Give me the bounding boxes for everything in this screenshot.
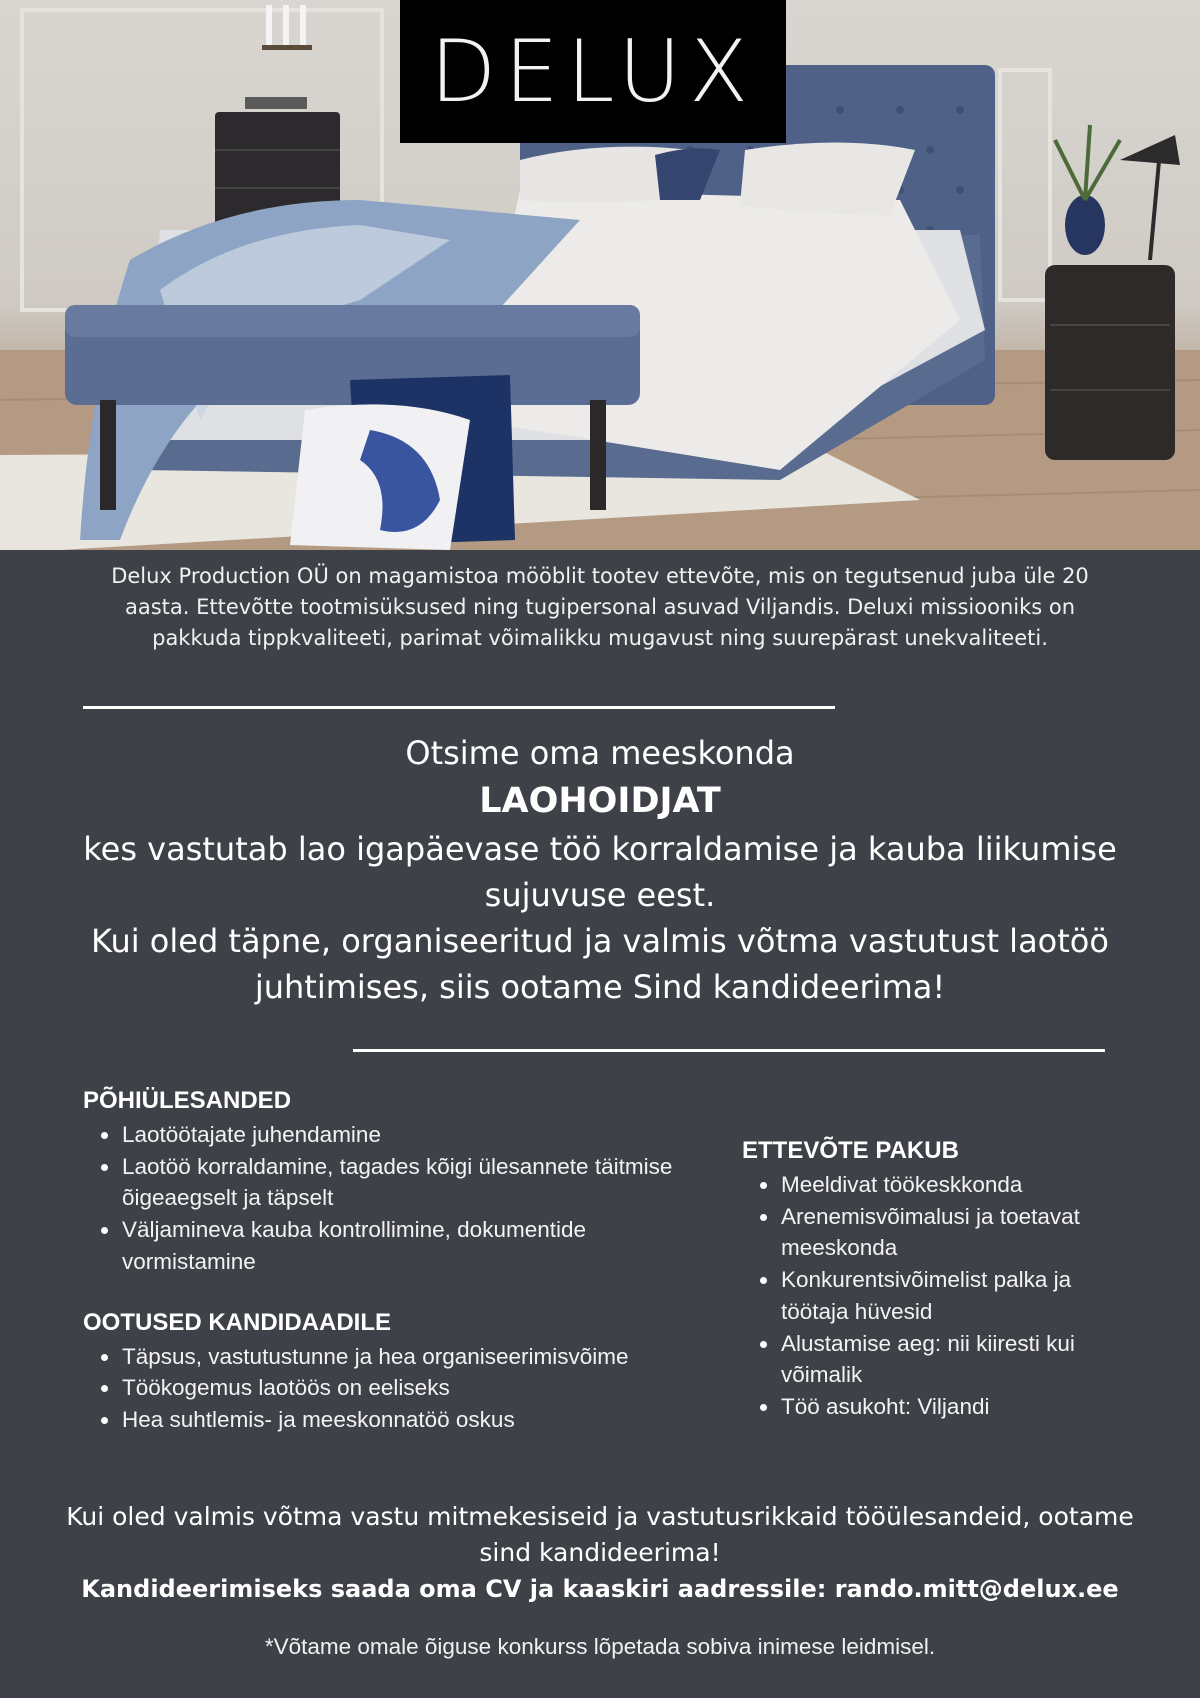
headline-call: Kui oled täpne, organiseeritud ja valmis võtma vastutust laotöö juhtimises, siis ootame Sind kandideerima!	[91, 922, 1109, 1006]
divider-top	[83, 706, 835, 709]
headline-description: kes vastutab lao igapäevase töö korraldamise ja kauba liikumise sujuvuse eest.	[83, 830, 1117, 914]
closing-section	[60, 1499, 1140, 1607]
divider-middle	[353, 1049, 1105, 1052]
list-item: Laotöötajate juhendamine	[83, 1119, 723, 1151]
expectations-list	[83, 1341, 723, 1436]
apply-instructions	[60, 1571, 1140, 1607]
disclaimer: *Võtame omale õiguse konkurss lõpetada sobiva inimese leidmisel.	[264, 1634, 936, 1659]
apply-prefix: Kandideerimiseks saada oma CV ja kaaskiri aadressile:	[81, 1575, 827, 1603]
list-item: Väljamineva kauba kontrollimine, dokumentide vormistamine	[83, 1214, 723, 1277]
list-item: Arenemisvõimalusi ja toetavat meeskonda	[742, 1201, 1122, 1264]
company-intro: Delux Production OÜ on magamistoa mööblit tootev ettevõte, mis on tegutsenud juba üle 20 aasta. Ettevõtte tootmisüksused ning tugipersonal asuvad Viljandis. Deluxi missiooniks on pakkuda tippkvaliteeti, parimat võimalikku mugavust ning suurepärast unekvaliteeti.	[111, 564, 1089, 650]
left-column	[83, 1084, 723, 1436]
job-headline	[40, 730, 1160, 1010]
list-item: Töökogemus laotöös on eeliseks	[83, 1372, 723, 1404]
offers-list	[742, 1169, 1122, 1423]
tasks-list	[83, 1119, 723, 1278]
right-column	[742, 1134, 1122, 1423]
job-title: LAOHOIDJAT	[479, 781, 721, 821]
offers-title: ETTEVÕTE PAKUB	[742, 1137, 959, 1164]
closing-text: Kui oled valmis võtma vastu mitmekesiseid ja vastutusrikkaid tööülesandeid, ootame sind kandideerima!	[66, 1502, 1134, 1567]
list-item: Konkurentsivõimelist palka ja töötaja hüvesid	[742, 1264, 1122, 1327]
list-item: Alustamise aeg: nii kiiresti kui võimalik	[742, 1328, 1122, 1391]
logo-box	[400, 0, 786, 143]
brand-logo: DELUX	[429, 21, 757, 122]
contact-email-link[interactable]: rando.mitt@delux.ee	[834, 1575, 1119, 1603]
list-item: Laotöö korraldamine, tagades kõigi ülesannete täitmise õigeaegselt ja täpselt	[83, 1151, 723, 1214]
expectations-title: OOTUSED KANDIDAADILE	[83, 1308, 392, 1336]
list-item: Meeldivat töökeskkonda	[742, 1169, 1122, 1201]
list-item: Hea suhtlemis- ja meeskonnatöö oskus	[83, 1404, 723, 1436]
list-item: Töö asukoht: Viljandi	[742, 1391, 1122, 1423]
hero-image	[0, 0, 1200, 550]
list-item: Täpsus, vastutustunne ja hea organiseerimisvõime	[83, 1341, 723, 1373]
headline-lead: Otsime oma meeskonda	[405, 734, 795, 772]
tasks-title: PÕHIÜLESANDED	[83, 1087, 292, 1114]
